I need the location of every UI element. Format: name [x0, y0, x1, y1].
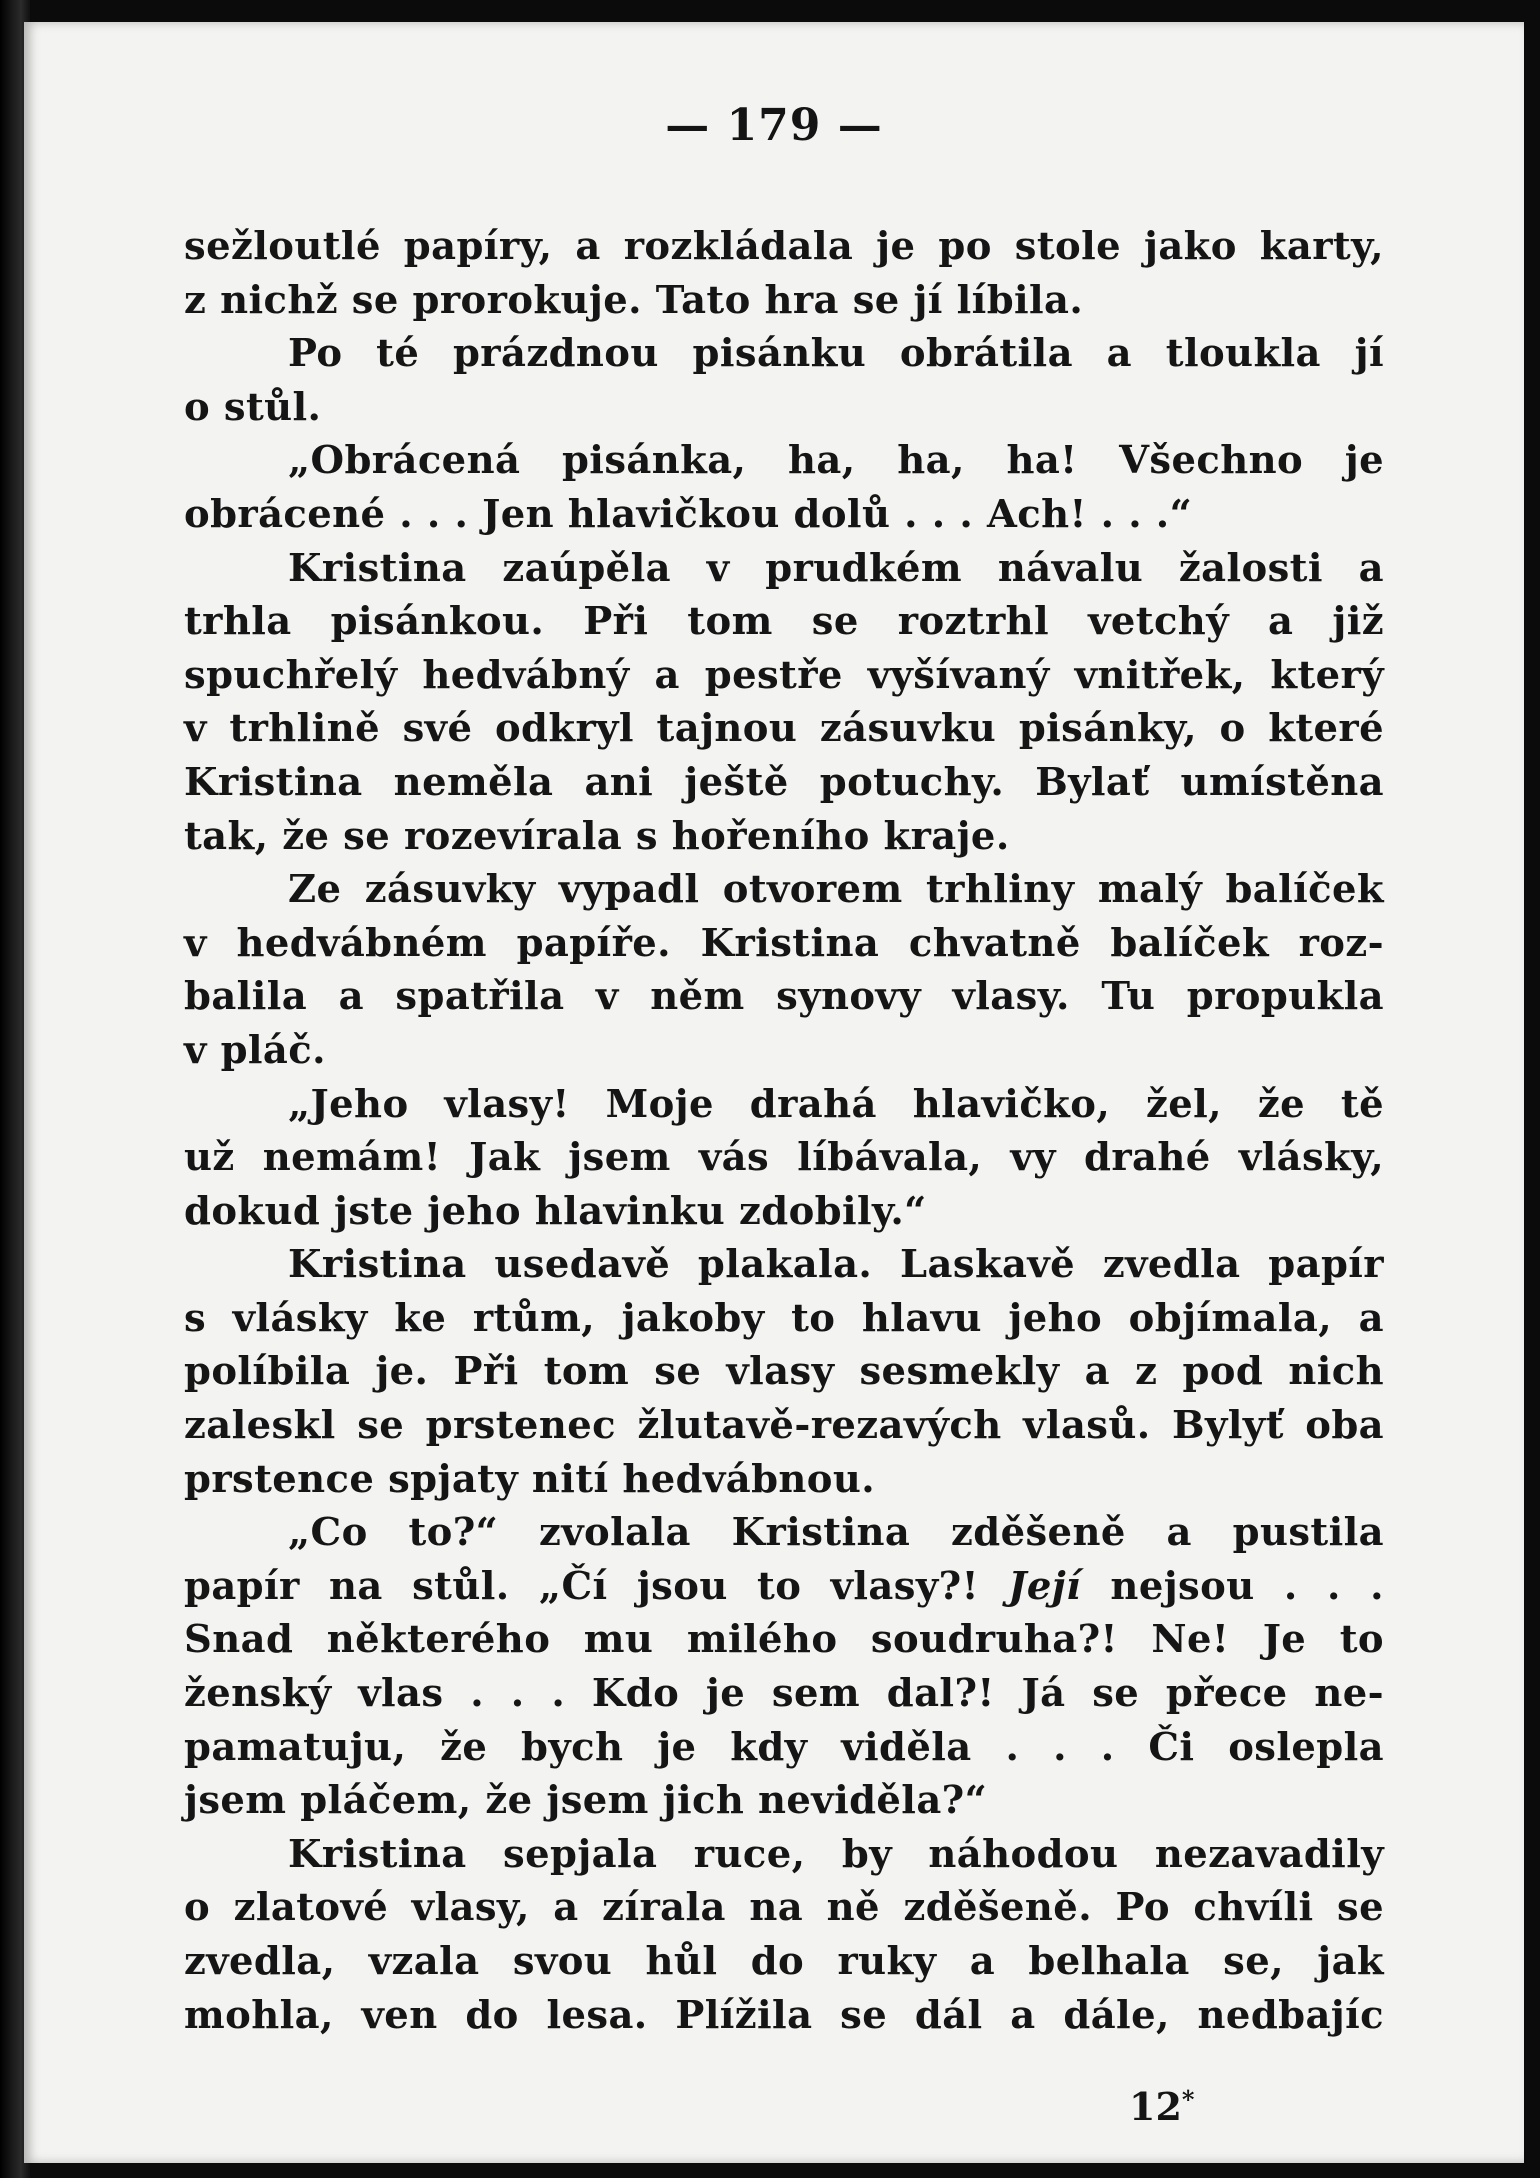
text-line: ženský vlas . . . Kdo je sem dal?! Já se přece ne- — [184, 1671, 1384, 1717]
text-line: jsem pláčem, že jsem jich neviděla?“ — [184, 1778, 988, 1824]
text-line: z nichž se prorokuje. Tato hra se jí líbila. — [184, 277, 1084, 323]
text-line: spuchřelý hedvábný a pestře vyšívaný vnitřek, který — [184, 652, 1384, 698]
text-line: zaleskl se prstenec žlutavě-rezavých vlasů. Bylyť oba — [184, 1403, 1384, 1449]
text-line: s vlásky ke rtům, jakoby to hlavu jeho objímala, a — [184, 1295, 1384, 1341]
text-line: Kristina neměla ani ještě potuchy. Bylať umístěna — [184, 759, 1384, 805]
text-line: Ze zásuvky vypadl otvorem trhliny malý balíček — [288, 867, 1384, 913]
text-line: o zlatové vlasy, a zírala na ně zděšeně. Po chvíli se — [184, 1885, 1384, 1931]
text-line — [184, 1560, 1384, 1614]
text-line: Snad některého mu milého soudruha?! Ne! Je to — [184, 1617, 1384, 1663]
text-line: zvedla, vzala svou hůl do ruky a belhala se, jak — [184, 1939, 1384, 1984]
text-line: Po té prázdnou pisánku obrátila a tloukla jí — [288, 331, 1384, 377]
text-fragment: nejsou . . . — [1081, 1563, 1384, 1609]
text-line: políbila je. Při tom se vlasy sesmekly a z pod nich — [184, 1349, 1384, 1395]
text-line: o stůl. — [184, 384, 322, 430]
text-line: „Jeho vlasy! Moje drahá hlavičko, žel, že tě — [288, 1081, 1384, 1127]
text-line: prstence spjaty nití hedvábnou. — [184, 1456, 876, 1502]
signature-number: 12 — [1129, 2084, 1182, 2129]
text-line: Kristina sepjala ruce, by náhodou nezavadily — [288, 1831, 1384, 1877]
text-line: Kristina usedavě plakala. Laskavě zvedla papír — [288, 1242, 1384, 1288]
text-line: v trhlině své odkryl tajnou zásuvku pisánky, o které — [184, 706, 1384, 752]
signature-asterisk: * — [1181, 2085, 1195, 2114]
text-line: v hedvábném papíře. Kristina chvatně balíček roz- — [184, 920, 1384, 966]
text-line: pamatuju, že bych je kdy viděla . . . Či oslepla — [184, 1724, 1384, 1770]
text-line: mohla, ven do lesa. Plížila se dál a dále, nedbajíc — [184, 1992, 1384, 2038]
text-line: tak, že se rozevírala s hořeního kraje. — [184, 813, 1010, 859]
text-line: „Obrácená pisánka, ha, ha, ha! Všechno je — [288, 438, 1384, 484]
text-line: balila a spatřila v něm synovy vlasy. Tu propukla — [184, 974, 1384, 1020]
text-line: „Co to?“ zvolala Kristina zděšeně a pustila — [288, 1510, 1384, 1556]
page-number: — 179 — — [665, 100, 883, 151]
text-line: trhla pisánkou. Při tom se roztrhl vetchý a již — [184, 599, 1384, 645]
body-text — [184, 220, 1384, 2042]
book-page — [24, 22, 1524, 2163]
text-line: sežloutlé papíry, a rozkládala je po stole jako karty, — [184, 224, 1384, 269]
text-line: v pláč. — [184, 1027, 326, 1073]
italic-emphasis: Její — [1008, 1563, 1082, 1609]
printer-signature-mark — [1129, 2084, 1194, 2129]
text-line: obrácené . . . Jen hlavičkou dolů . . . Ach! . . .“ — [184, 491, 1193, 537]
text-line: už nemám! Jak jsem vás líbávala, vy drahé vlásky, — [184, 1135, 1384, 1181]
text-line: dokud jste jeho hlavinku zdobily.“ — [184, 1188, 927, 1234]
text-line: Kristina zaúpěla v prudkém návalu žalosti a — [288, 545, 1384, 591]
text-fragment: papír na stůl. „Čí jsou to vlasy?! — [184, 1563, 1009, 1609]
